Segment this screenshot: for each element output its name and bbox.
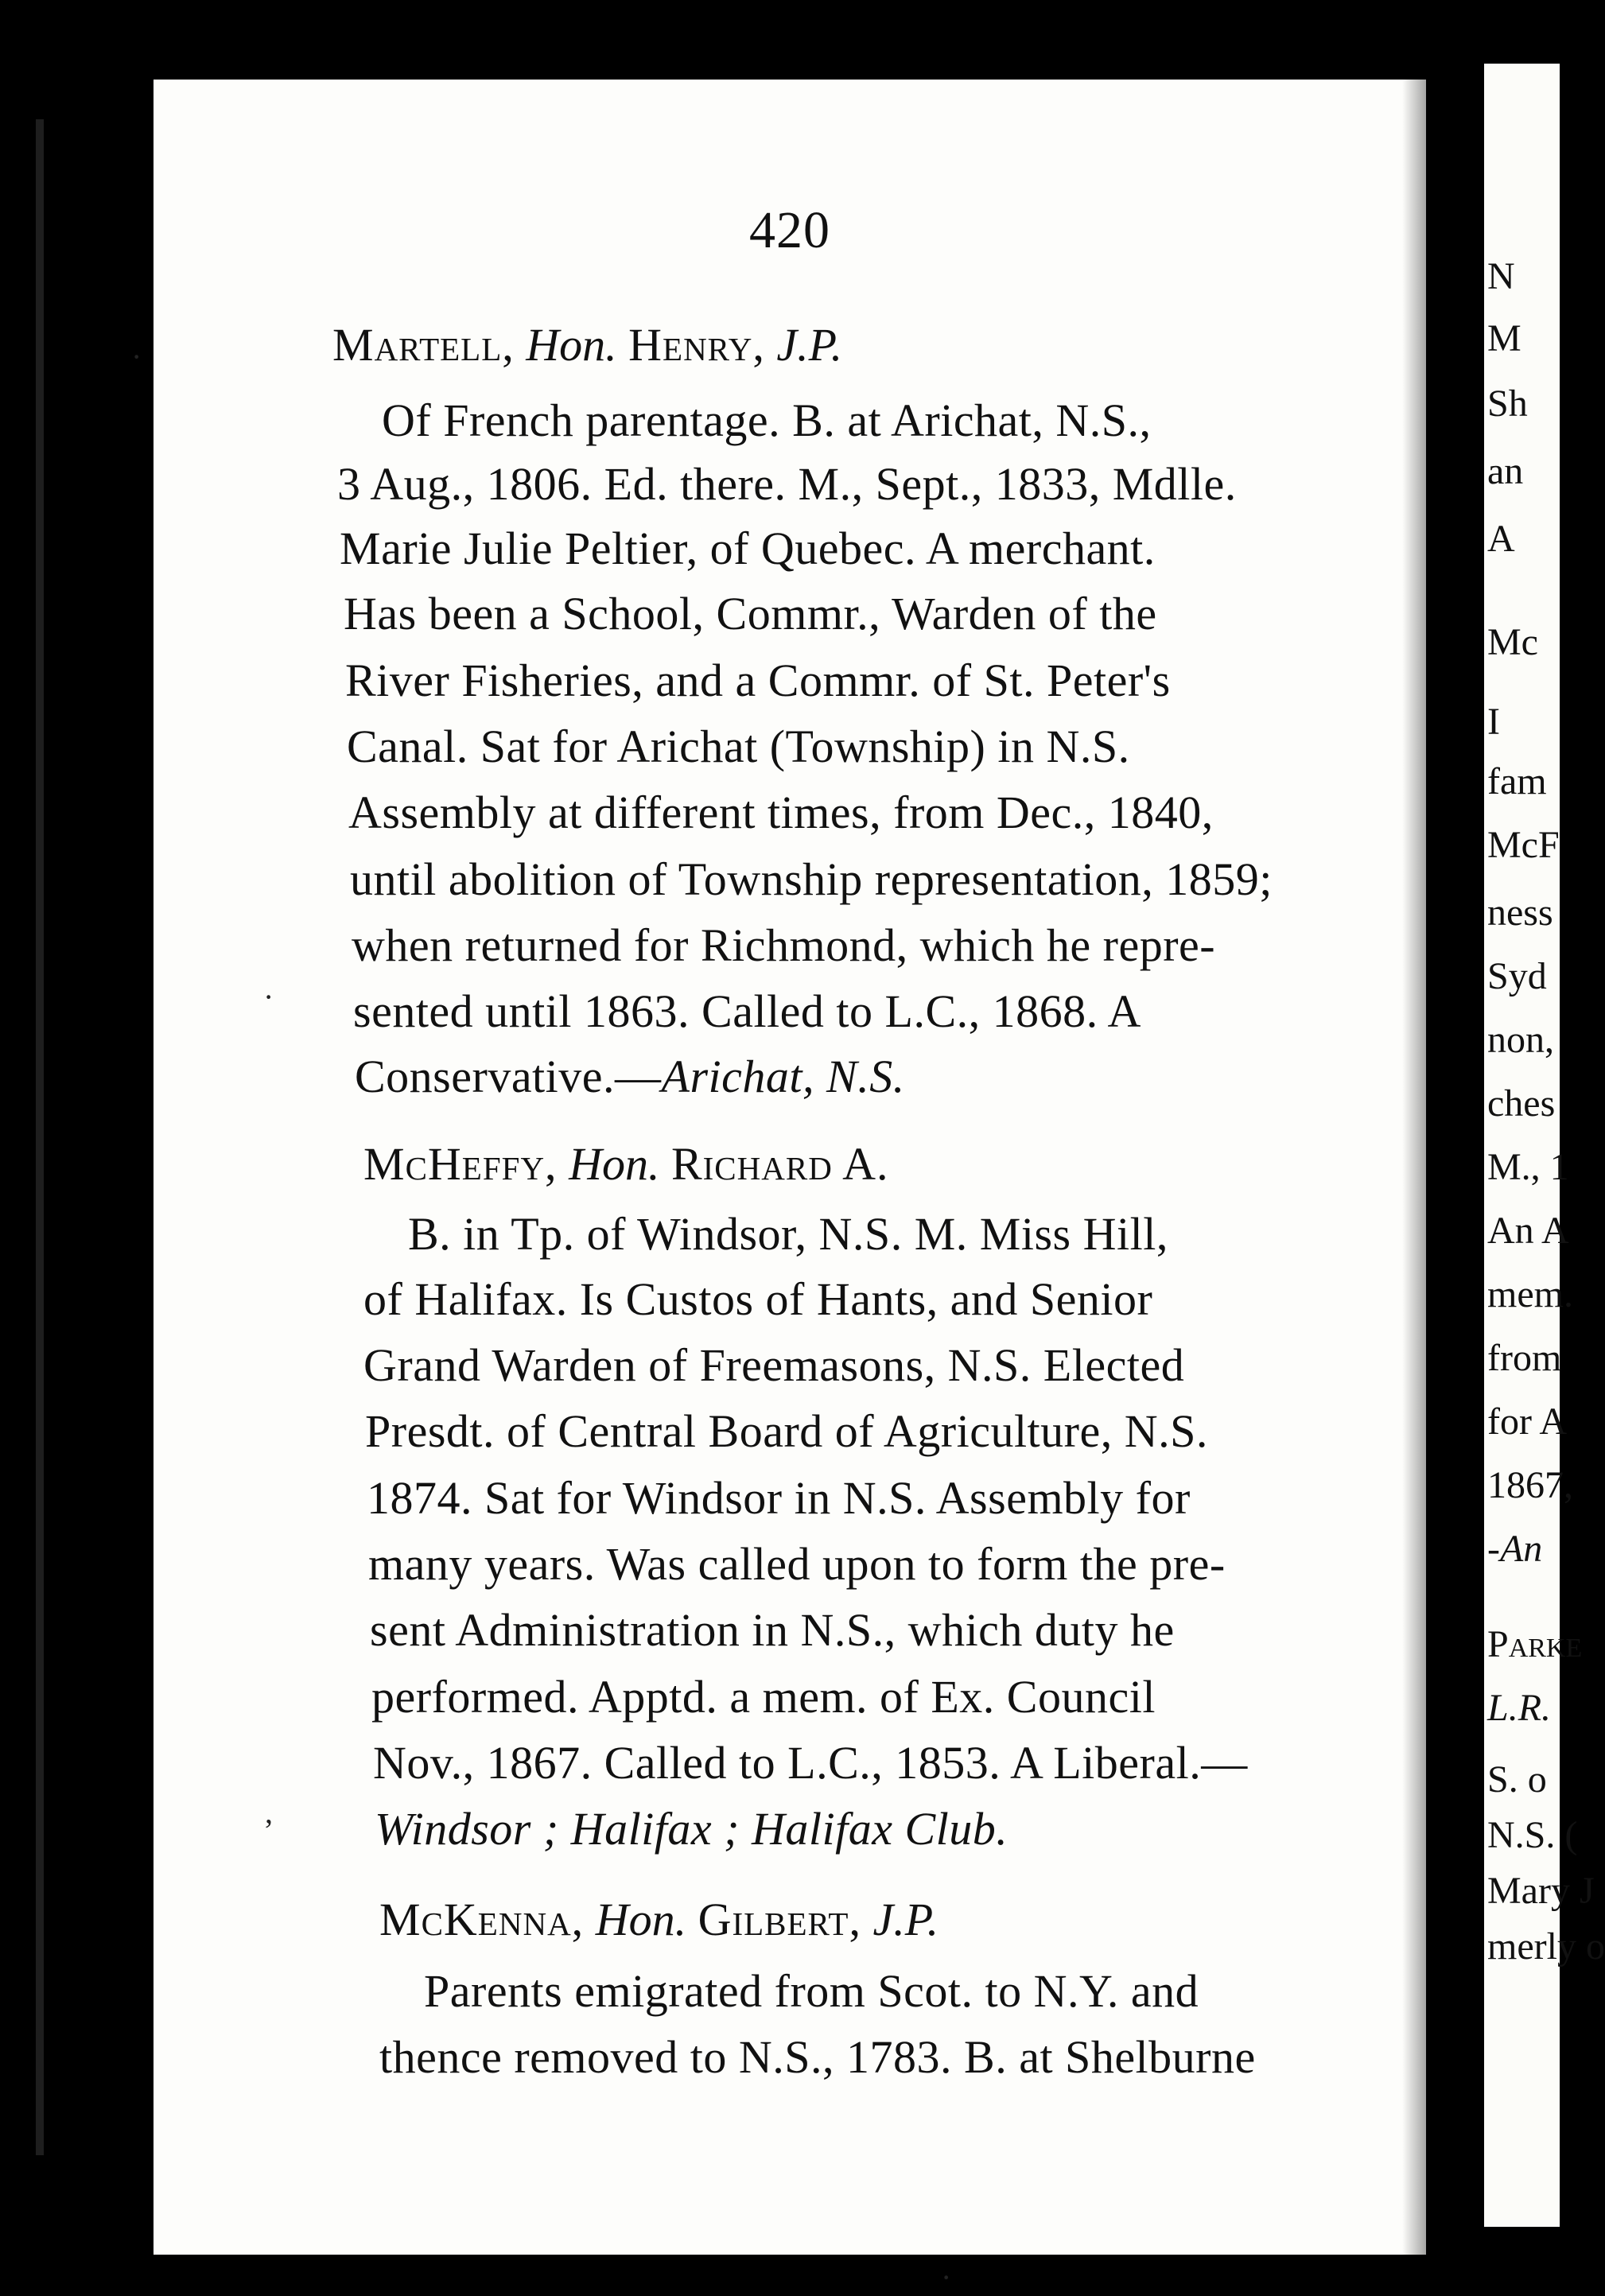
page-edge-shadow — [1402, 80, 1426, 2255]
print-speck: · — [131, 339, 142, 375]
adjacent-fragment: for A — [1487, 1401, 1567, 1443]
adjacent-fragment: Mary J — [1487, 1870, 1595, 1912]
entry-suffix: J.P. — [776, 319, 843, 371]
entry-heading-mcheffy — [363, 1137, 889, 1191]
adjacent-fragment: merly o — [1487, 1925, 1605, 1968]
entry-line: Nov., 1867. Called to L.C., 1853. A Liberal.— — [373, 1737, 1248, 1789]
entry-line: thence removed to N.S., 1783. B. at Shelburne — [379, 2031, 1256, 2083]
adjacent-fragment: Parke — [1487, 1623, 1583, 1665]
entry-heading-mckenna — [379, 1893, 939, 1946]
entry-line: Grand Warden of Freemasons, N.S. Elected — [363, 1339, 1185, 1391]
entry-title: Hon. — [595, 1894, 687, 1945]
entry-given-name: Henry, — [628, 319, 765, 371]
entry-line: of Halifax. Is Custos of Hants, and Senior — [363, 1273, 1153, 1325]
book-page — [131, 80, 1426, 2295]
entry-line: 1874. Sat for Windsor in N.S. Assembly for — [367, 1472, 1191, 1524]
entry-surname: Martell, — [332, 319, 515, 371]
adjacent-fragment: McF — [1487, 824, 1560, 866]
adjacent-fragment: non, — [1487, 1019, 1554, 1061]
entry-line: Assembly at different times, from Dec., 1840, — [348, 787, 1214, 838]
adjacent-fragment: I — [1487, 701, 1500, 743]
entry-line: sent Administration in N.S., which duty he — [370, 1604, 1175, 1656]
adjacent-fragment: from — [1487, 1337, 1562, 1379]
adjacent-fragment: An A — [1487, 1210, 1569, 1252]
entry-line: when returned for Richmond, which he repre- — [352, 919, 1216, 971]
adjacent-fragment: -An — [1487, 1528, 1543, 1570]
entry-line: Marie Julie Peltier, of Quebec. A merchant. — [340, 523, 1156, 574]
adjacent-fragment: L.R. — [1487, 1687, 1552, 1729]
adjacent-fragment: mem. — [1487, 1273, 1573, 1315]
adjacent-fragment: M — [1487, 317, 1521, 359]
entry-residence: Arichat, N.S. — [661, 1051, 905, 1102]
adjacent-fragment: ches — [1487, 1082, 1556, 1125]
entry-title: Hon. — [526, 319, 617, 371]
adjacent-fragment: ness — [1487, 892, 1553, 934]
entry-given-name: Gilbert, — [698, 1894, 861, 1945]
adjacent-fragment: S. o — [1487, 1758, 1547, 1801]
entry-line: until abolition of Township representation, 1859; — [350, 853, 1273, 905]
adjacent-fragment: Mc — [1487, 621, 1538, 663]
entry-line: Presdt. of Central Board of Agriculture, N.S. — [365, 1405, 1208, 1457]
entry-line: many years. Was called upon to form the pre- — [368, 1538, 1226, 1590]
print-speck: · — [941, 2259, 952, 2295]
adjacent-fragment: N — [1487, 255, 1515, 297]
entry-line: B. in Tp. of Windsor, N.S. M. Miss Hill, — [408, 1208, 1168, 1260]
adjacent-fragment: N.S. ( — [1487, 1814, 1578, 1856]
binding-edge — [36, 119, 44, 2155]
entry-heading-martell — [332, 318, 842, 371]
entry-surname: McKenna, — [379, 1894, 585, 1945]
entry-politics: Conservative.— — [355, 1051, 662, 1102]
entry-line: Has been a School, Commr., Warden of the — [344, 588, 1157, 639]
entry-line: Canal. Sat for Arichat (Township) in N.S. — [347, 721, 1130, 772]
entry-line: River Fisheries, and a Commr. of St. Peter's — [345, 655, 1171, 706]
adjacent-fragment: 1867, — [1487, 1464, 1573, 1506]
entry-line — [375, 1802, 1008, 1855]
entry-title: Hon. — [569, 1138, 660, 1190]
adjacent-fragment: fam — [1487, 760, 1547, 802]
entry-line: performed. Apptd. a mem. of Ex. Council — [371, 1671, 1156, 1723]
adjacent-page-edge — [1484, 64, 1605, 2227]
adjacent-fragment: Sh — [1487, 383, 1528, 425]
adjacent-fragment: A — [1487, 518, 1515, 560]
print-speck: · — [263, 979, 274, 1015]
entry-given-name: Richard A. — [670, 1138, 889, 1190]
entry-line: Of French parentage. B. at Arichat, N.S., — [382, 394, 1152, 446]
print-speck: , — [265, 1794, 273, 1830]
entry-line: sented until 1863. Called to L.C., 1868. A — [353, 985, 1141, 1037]
entry-line: Parents emigrated from Scot. to N.Y. and — [424, 1965, 1199, 2017]
entry-line: 3 Aug., 1806. Ed. there. M., Sept., 1833, Mdlle. — [337, 458, 1237, 510]
entry-line — [355, 1050, 905, 1103]
page-number: 420 — [749, 201, 830, 259]
adjacent-fragment: an — [1487, 450, 1524, 492]
adjacent-fragment: M., 1 — [1487, 1146, 1569, 1188]
entry-residence: Windsor ; Halifax ; Halifax Club. — [375, 1803, 1008, 1855]
adjacent-fragment: Syd — [1487, 955, 1547, 997]
entry-surname: McHeffy, — [363, 1138, 558, 1190]
entry-suffix: J.P. — [872, 1894, 939, 1945]
